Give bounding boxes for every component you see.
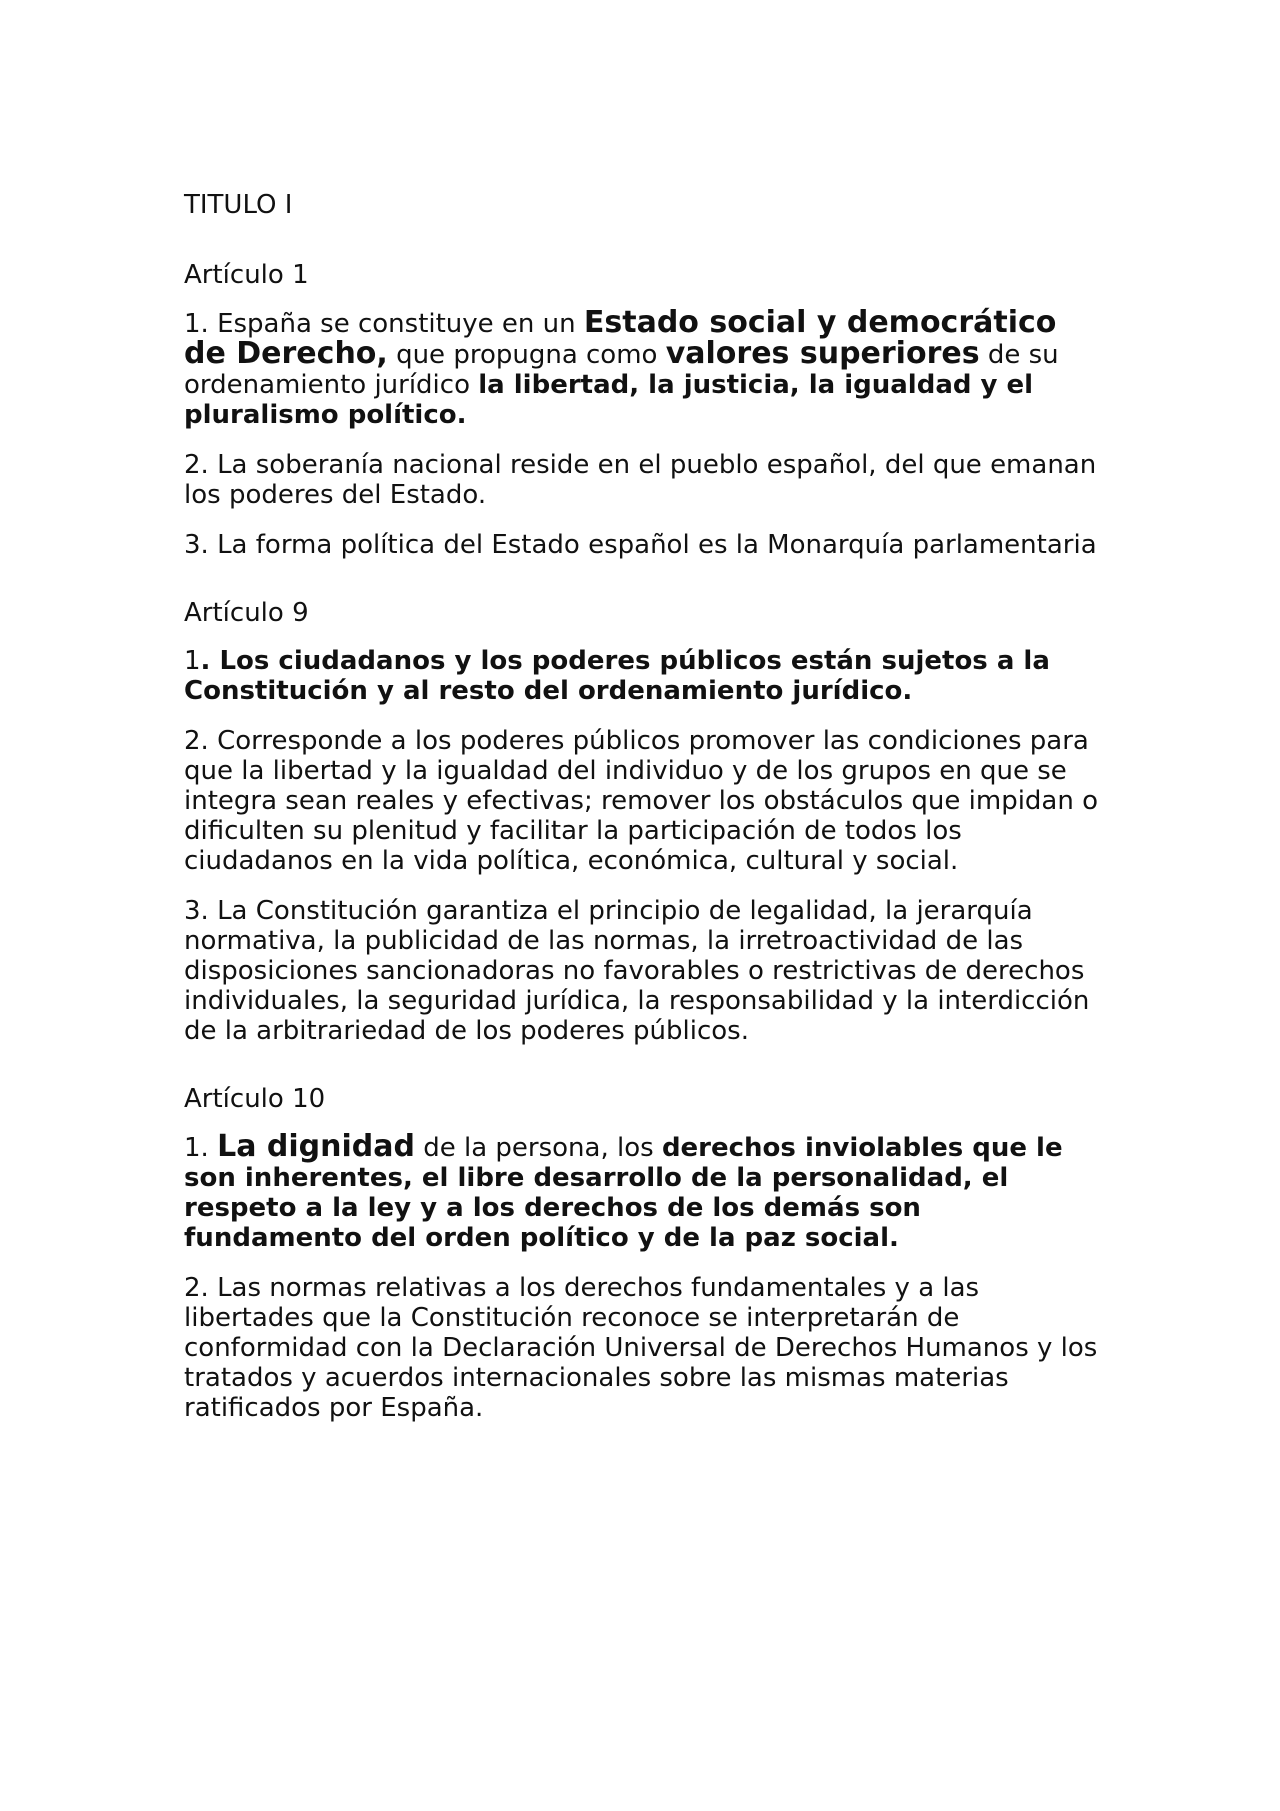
text-segment: que propugna como <box>387 340 666 370</box>
text-segment: 1. España se constituye en un <box>184 309 584 339</box>
article-heading: Artículo 9 <box>184 598 309 628</box>
bold-segment: derechos inviolables que le son inherentes, el libre desarrollo de la personalidad, el respeto a la ley y a los derechos de los demás son fundamento del orden político y de la paz social. <box>184 1133 1063 1253</box>
article-9 <box>184 598 1104 1046</box>
article-1-paragraph-3: 3. La forma política del Estado español es la Monarquía parlamentaria <box>184 530 1097 560</box>
article-9-paragraph-2: 2. Corresponde a los poderes públicos promover las condiciones para que la libertad y la igualdad del individuo y de los grupos en que se integra sean reales y efectivas; remover los obstáculos que impidan o dificulten su plenitud y facilitar la participación de todos los ciudadanos en la vida política, económica, cultural y social. <box>184 726 1099 876</box>
text-segment: de la persona, los <box>414 1133 662 1163</box>
article-10 <box>184 1084 1104 1423</box>
emphasis-segment: La dignidad <box>217 1129 415 1164</box>
article-9-paragraph-1 <box>184 646 1104 706</box>
document-title: TITULO I <box>184 190 293 220</box>
article-10-paragraph-1 <box>184 1129 1104 1253</box>
article-1-paragraph-1 <box>184 305 1104 430</box>
article-10-paragraph-2: 2. Las normas relativas a los derechos fundamentales y a las libertades que la Constitución reconoce se interpretarán de conformidad con la Declaración Universal de Derechos Humanos y los tratados y acuerdos internacionales sobre las mismas materias ratificados por España. <box>184 1273 1098 1423</box>
emphasis-segment: Estado social y democrático de Derecho, <box>184 305 1057 371</box>
article-9-paragraph-3: 3. La Constitución garantiza el principio de legalidad, la jerarquía normativa, la publicidad de las normas, la irretroactividad de las disposiciones sancionadoras no favorables o restrictivas de derechos individuales, la seguridad jurídica, la responsabilidad y la interdicción de la arbitrariedad de los poderes públicos. <box>184 896 1090 1046</box>
bold-segment: la libertad, la justicia, la igualdad y el pluralismo político. <box>184 370 1034 430</box>
article-1-paragraph-2: 2. La soberanía nacional reside en el pueblo español, del que emanan los poderes del Estado. <box>184 450 1097 510</box>
emphasis-segment: valores superiores <box>665 336 980 371</box>
article-1 <box>184 260 1104 560</box>
article-heading: Artículo 1 <box>184 260 309 290</box>
document-page <box>184 190 1104 1443</box>
text-segment: de su ordenamiento jurídico <box>184 340 1059 400</box>
article-heading: Artículo 10 <box>184 1084 326 1114</box>
text-segment: 1 <box>184 646 201 676</box>
text-segment: 1. <box>184 1133 218 1163</box>
bold-segment: . Los ciudadanos y los poderes públicos están sujetos a la Constitución y al resto del ordenamiento jurídico. <box>184 646 1050 706</box>
